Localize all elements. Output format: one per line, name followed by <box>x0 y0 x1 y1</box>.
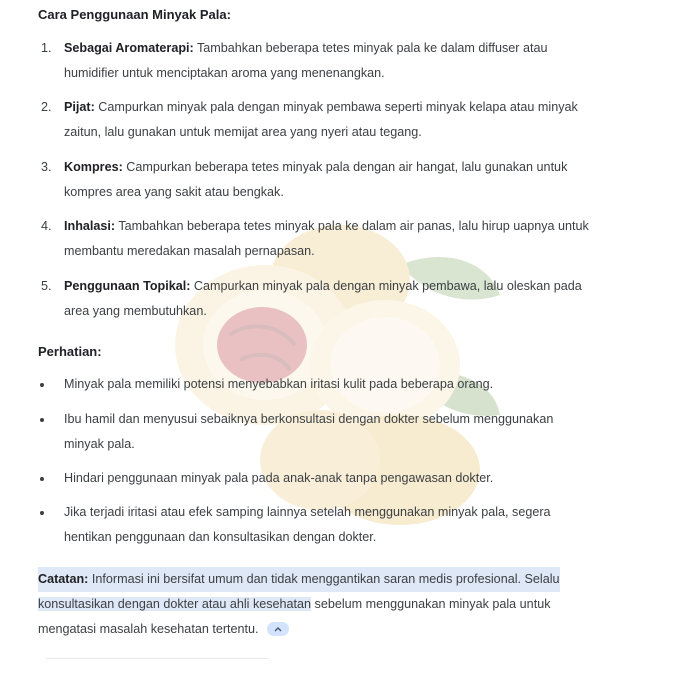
item-text-cont: zaitun, lalu gunakan untuk memijat area yang nyeri atau tegang. <box>64 125 422 139</box>
list-item <box>41 36 678 86</box>
item-text-cont: hentikan penggunaan dan konsultasikan dengan dokter. <box>64 530 377 544</box>
disclaimer-note <box>38 567 678 642</box>
item-label: Sebagai Aromaterapi: <box>64 41 194 55</box>
item-text-cont: kompres area yang sakit atau bengkak. <box>64 185 284 199</box>
list-number: 3. <box>41 160 52 174</box>
collapse-button[interactable] <box>267 622 289 636</box>
bullet <box>40 477 44 481</box>
item-text: Ibu hamil dan menyusui sebaiknya berkonsultasi dengan dokter sebelum menggunakan <box>64 412 554 426</box>
note-text-highlight: konsultasikan dengan dokter atau ahli kesehatan <box>38 597 312 611</box>
item-text: Minyak pala memiliki potensi menyebabkan iritasi kulit pada beberapa orang. <box>64 377 494 391</box>
list-number: 2. <box>41 100 52 114</box>
list-number: 1. <box>41 41 52 55</box>
item-text: Campurkan beberapa tetes minyak pala dengan air hangat, lalu gunakan untuk <box>122 160 568 174</box>
item-text: Campurkan minyak pala dengan minyak pembawa seperti minyak kelapa atau minyak <box>94 100 578 114</box>
divider <box>46 658 268 659</box>
item-text-cont: membantu meredakan masalah pernapasan. <box>64 244 315 258</box>
bullet <box>40 511 44 515</box>
item-label: Penggunaan Topikal: <box>64 279 191 293</box>
section-title-usage: Cara Penggunaan Minyak Pala: <box>38 7 231 22</box>
item-text: Tambahkan beberapa tetes minyak pala ke dalam air panas, lalu hirup uapnya untuk <box>115 219 589 233</box>
chevron-up-icon <box>273 625 283 633</box>
item-label: Pijat: <box>64 100 95 114</box>
note-text: Informasi ini bersifat umum dan tidak menggantikan saran medis profesional. Selalu <box>88 572 560 586</box>
bullet <box>40 383 44 387</box>
item-text: Jika terjadi iritasi atau efek samping lainnya setelah menggunakan minyak pala, segera <box>64 505 551 519</box>
item-text: Tambahkan beberapa tetes minyak pala ke dalam diffuser atau <box>193 41 548 55</box>
list-item <box>41 95 678 145</box>
item-label: Inhalasi: <box>64 219 116 233</box>
list-item <box>41 214 678 264</box>
note-text: mengatasi masalah kesehatan tertentu. <box>38 622 259 636</box>
item-text-cont: area yang membutuhkan. <box>64 304 207 318</box>
note-label: Catatan: <box>38 572 89 586</box>
item-text-cont: humidifier untuk menciptakan aroma yang menenangkan. <box>64 66 385 80</box>
list-item <box>64 466 678 491</box>
list-item <box>41 274 678 324</box>
item-text: Campurkan minyak pala dengan minyak pembawa, lalu oleskan pada <box>190 279 582 293</box>
list-item <box>64 372 678 397</box>
list-item <box>41 155 678 205</box>
list-number: 5. <box>41 279 52 293</box>
item-label: Kompres: <box>64 160 123 174</box>
section-title-caution: Perhatian: <box>38 344 102 359</box>
bullet <box>40 418 44 422</box>
note-text: sebelum menggunakan minyak pala untuk <box>311 597 551 611</box>
item-text: Hindari penggunaan minyak pala pada anak-anak tanpa pengawasan dokter. <box>64 471 494 485</box>
item-text-cont: minyak pala. <box>64 437 135 451</box>
list-number: 4. <box>41 219 52 233</box>
list-item <box>64 407 678 457</box>
list-item <box>64 500 678 550</box>
